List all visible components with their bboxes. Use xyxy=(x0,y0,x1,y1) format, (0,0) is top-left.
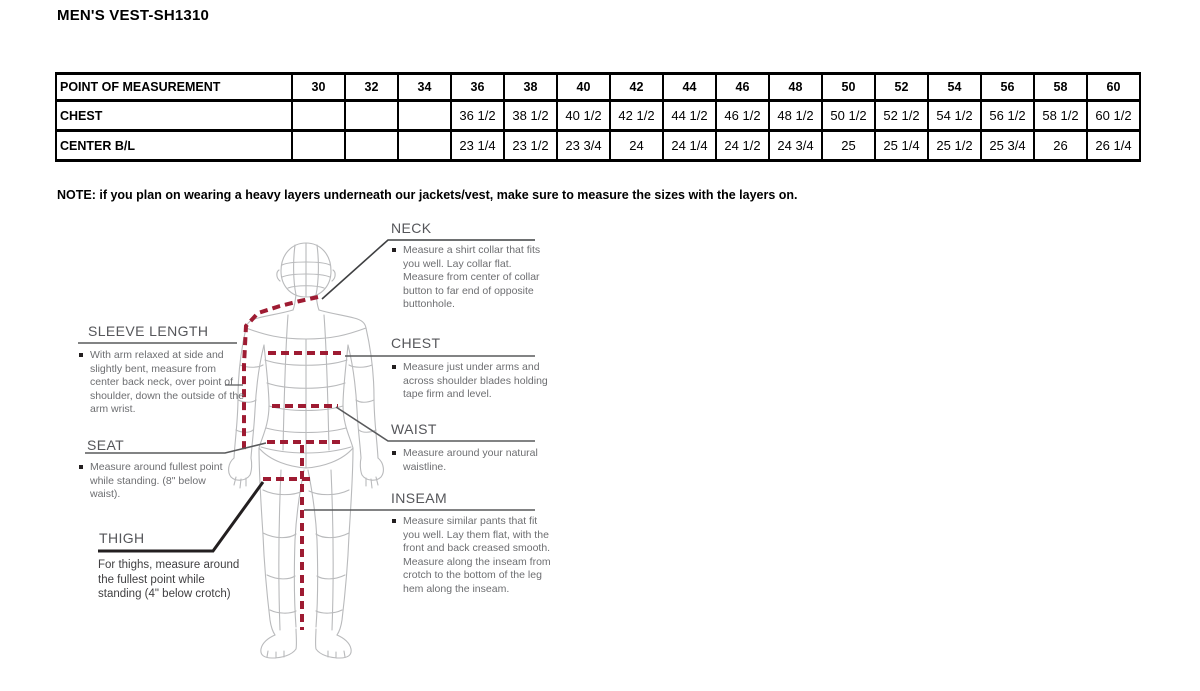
center-bl-value-cell: 25 3/4 xyxy=(981,131,1034,161)
header-size-44: 44 xyxy=(663,74,716,101)
callout-neck-text: Measure a shirt collar that fits you well. Lay collar flat. Measure from center of collar button to far end of opposite buttonhole. xyxy=(403,244,541,310)
callout-inseam-text: Measure similar pants that fit you well. Lay them flat, with the front and back creased smooth. Measure along the inseam from crotch to the bottom of the leg hem along the inseam. xyxy=(403,515,551,595)
center-bl-value-cell: 23 3/4 xyxy=(557,131,610,161)
bullet-square-icon xyxy=(392,451,396,455)
chest-value-cell: 46 1/2 xyxy=(716,101,769,131)
center-bl-value-cell: 24 3/4 xyxy=(769,131,822,161)
chest-value-cell: 58 1/2 xyxy=(1034,101,1087,131)
layering-note: NOTE: if you plan on wearing a heavy layers underneath our jackets/vest, make sure to measure the sizes with the layers on. xyxy=(57,188,798,202)
callout-neck-title: NECK xyxy=(391,220,432,236)
center-bl-value-cell: 25 1/2 xyxy=(928,131,981,161)
callout-chest-description xyxy=(391,361,555,402)
header-size-52: 52 xyxy=(875,74,928,101)
callout-waist-title: WAIST xyxy=(391,421,437,437)
callout-waist-text: Measure around your natural waistline. xyxy=(403,447,538,473)
bullet-square-icon xyxy=(392,248,396,252)
bullet-square-icon xyxy=(392,519,396,523)
header-size-60: 60 xyxy=(1087,74,1140,101)
center-bl-value-cell: 26 1/4 xyxy=(1087,131,1140,161)
table-row-chest xyxy=(56,101,1140,131)
header-size-38: 38 xyxy=(504,74,557,101)
callout-sleeve-length-description xyxy=(78,349,248,417)
callout-waist-description xyxy=(391,447,553,474)
callout-chest-title: CHEST xyxy=(391,335,441,351)
header-size-56: 56 xyxy=(981,74,1034,101)
table-row-center-bl xyxy=(56,131,1140,161)
header-size-50: 50 xyxy=(822,74,875,101)
callout-neck-description xyxy=(391,244,551,312)
size-chart-header-row xyxy=(56,74,1140,101)
callout-inseam-description xyxy=(391,515,553,596)
bullet-square-icon xyxy=(79,353,83,357)
header-size-42: 42 xyxy=(610,74,663,101)
header-point-of-measurement: POINT OF MEASUREMENT xyxy=(56,74,292,101)
header-size-34: 34 xyxy=(398,74,451,101)
callout-thigh-description: For thighs, measure around the fullest point while standing (4" below crotch) xyxy=(98,559,240,600)
callout-seat-description xyxy=(78,461,238,502)
chest-value-cell xyxy=(292,101,345,131)
center-bl-value-cell: 25 xyxy=(822,131,875,161)
center-bl-value-cell xyxy=(398,131,451,161)
header-size-36: 36 xyxy=(451,74,504,101)
center-bl-value-cell: 25 1/4 xyxy=(875,131,928,161)
header-size-48: 48 xyxy=(769,74,822,101)
header-size-32: 32 xyxy=(345,74,398,101)
callout-thigh-title: THIGH xyxy=(99,530,145,546)
chest-value-cell: 48 1/2 xyxy=(769,101,822,131)
center-bl-value-cell: 24 xyxy=(610,131,663,161)
center-bl-value-cell: 24 1/2 xyxy=(716,131,769,161)
callout-seat-title: SEAT xyxy=(87,437,125,453)
row-label-center-bl: CENTER B/L xyxy=(56,131,292,161)
chest-value-cell xyxy=(345,101,398,131)
header-size-40: 40 xyxy=(557,74,610,101)
callout-chest-text: Measure just under arms and across shoulder blades holding tape firm and level. xyxy=(403,361,548,400)
chest-value-cell: 50 1/2 xyxy=(822,101,875,131)
center-bl-value-cell: 23 1/2 xyxy=(504,131,557,161)
header-size-58: 58 xyxy=(1034,74,1087,101)
row-label-chest: CHEST xyxy=(56,101,292,131)
chest-value-cell: 52 1/2 xyxy=(875,101,928,131)
page-title: MEN'S VEST-SH1310 xyxy=(57,7,210,24)
chest-value-cell: 60 1/2 xyxy=(1087,101,1140,131)
chest-value-cell: 38 1/2 xyxy=(504,101,557,131)
header-size-30: 30 xyxy=(292,74,345,101)
callout-sleeve-length-text: With arm relaxed at side and slightly bent, measure from center back neck, over point of shoulder, down the outside of the arm wrist. xyxy=(90,349,245,415)
center-bl-value-cell xyxy=(345,131,398,161)
chest-value-cell: 36 1/2 xyxy=(451,101,504,131)
chest-value-cell: 56 1/2 xyxy=(981,101,1034,131)
center-bl-value-cell: 26 xyxy=(1034,131,1087,161)
sleeve-measure-line xyxy=(244,297,318,450)
center-bl-value-cell xyxy=(292,131,345,161)
chest-value-cell: 54 1/2 xyxy=(928,101,981,131)
chest-value-cell: 44 1/2 xyxy=(663,101,716,131)
center-bl-value-cell: 24 1/4 xyxy=(663,131,716,161)
measurement-diagram xyxy=(0,215,640,691)
bullet-square-icon xyxy=(79,465,83,469)
size-chart-table xyxy=(55,72,1141,162)
callout-seat-text: Measure around fullest point while standing. (8" below waist). xyxy=(90,461,223,500)
chest-value-cell: 42 1/2 xyxy=(610,101,663,131)
body-figure xyxy=(229,243,384,658)
bullet-square-icon xyxy=(392,365,396,369)
center-bl-value-cell: 23 1/4 xyxy=(451,131,504,161)
header-size-46: 46 xyxy=(716,74,769,101)
header-size-54: 54 xyxy=(928,74,981,101)
chest-value-cell: 40 1/2 xyxy=(557,101,610,131)
callout-sleeve-length-title: SLEEVE LENGTH xyxy=(88,323,209,339)
callout-inseam-title: INSEAM xyxy=(391,490,448,506)
chest-value-cell xyxy=(398,101,451,131)
